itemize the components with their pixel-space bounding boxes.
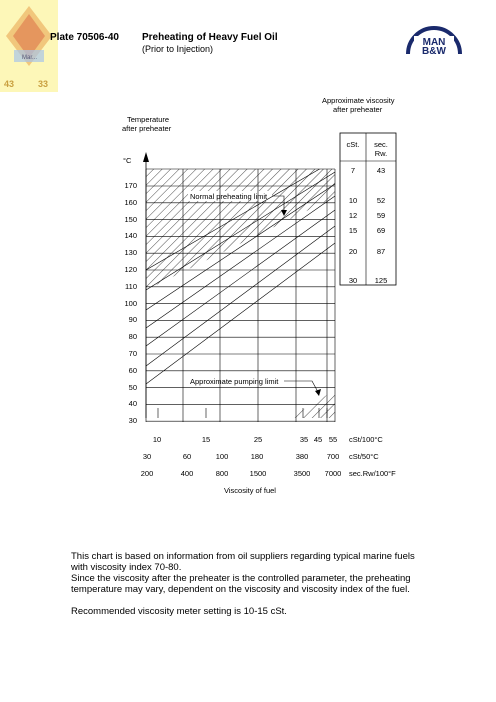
y-tick-label: 140 [124,231,137,241]
x-row3-unit: sec.Rw/100°F [349,469,396,478]
x-tick-label: 200 [140,469,154,478]
page-subtitle: (Prior to Injection) [142,44,214,54]
table-cell-cst: 20 [348,247,358,256]
y-tick-label: 120 [124,265,137,274]
stamp-number-right: 33 [38,79,49,89]
x-tick-label: 3500 [293,469,311,478]
x-tick-label: 45 [313,435,323,444]
x-tick-label: 400 [180,469,194,478]
brand-line1: MAN [422,37,446,48]
table-col-sec: sec. [374,140,388,149]
y-tick-label: 60 [128,365,137,375]
x-row1-unit: cSt/100°C [349,435,383,444]
y-axis-title-2: after preheater [122,124,172,133]
y-axis-unit: °C [123,156,132,165]
table-cell-cst: 12 [348,211,358,220]
table-col-rw: Rw. [374,149,388,158]
page-title: Preheating of Heavy Fuel Oil [142,32,278,43]
table-cell-rw: 59 [376,211,386,220]
y-tick-label: 30 [128,416,137,426]
plate-number: Plate 70506-40 [50,32,119,43]
viscosity-table-title-1: Approximate viscosity [322,96,395,105]
y-tick-label: 130 [124,248,137,258]
note-paragraph-3: Recommended viscosity meter setting is 10-15 cSt. [71,606,287,617]
normal-preheating-limit-label: Normal preheating limit [190,192,268,201]
stamp-text: Mar... [22,55,38,61]
table-cell-rw: 87 [376,247,386,256]
table-cell-cst: 30 [348,276,358,285]
x-tick-label: 60 [182,452,192,461]
note-paragraph-1: This chart is based on information from oil suppliers regarding typical marine fuels with viscosity index 70-80. [71,551,415,573]
upper-hatch-region [146,169,335,290]
table-col-cst: cSt. [346,140,360,149]
y-tick-label: 70 [128,349,137,358]
lower-hatch-region [290,390,335,418]
x-row2-unit: cSt/50°C [349,452,379,461]
y-tick-label: 150 [124,214,137,224]
viscosity-table-title-2: after preheater [333,105,383,114]
x-tick-label: 800 [215,469,229,478]
y-tick-label: 40 [128,399,137,409]
y-axis-title-1: Temperature [127,115,170,124]
y-tick-label: 100 [124,298,137,308]
approx-pumping-limit-label: Approximate pumping limit [190,377,279,386]
table-cell-cst: 10 [348,196,358,205]
x-tick-label: 180 [250,452,264,461]
table-cell-rw: 125 [374,276,388,285]
x-tick-label: 700 [326,452,340,461]
y-tick-label: 160 [124,197,137,207]
y-tick-label: 110 [125,281,137,291]
y-tick-label: 80 [128,332,137,342]
table-cell-rw: 43 [376,166,386,175]
stamp-number-left: 43 [4,79,15,89]
x-tick-label: 25 [253,435,263,444]
x-tick-label: 15 [201,435,211,444]
x-tick-label: 30 [142,452,152,461]
x-tick-label: 35 [299,435,309,444]
y-tick-label: 50 [128,382,137,392]
y-tick-label: 90 [128,315,137,325]
table-cell-cst: 15 [348,226,358,235]
note-paragraph-2: Since the viscosity after the preheater is the controlled parameter, the preheating temperature may vary, dependent on the viscosity and viscosity index of the fuel. [71,573,411,595]
x-tick-label: 100 [215,452,229,461]
x-tick-label: 380 [295,452,309,461]
y-tick-label: 170 [124,181,137,190]
x-tick-label: 10 [152,435,162,444]
table-cell-rw: 69 [376,226,386,235]
table-cell-cst: 7 [350,166,356,175]
x-axis-title: Viscosity of fuel [224,486,276,495]
x-tick-label: 55 [328,435,338,444]
table-cell-rw: 52 [376,196,386,205]
x-tick-label: 1500 [249,469,267,478]
x-tick-label: 7000 [324,469,342,478]
brand-line2: B&W [422,46,446,57]
